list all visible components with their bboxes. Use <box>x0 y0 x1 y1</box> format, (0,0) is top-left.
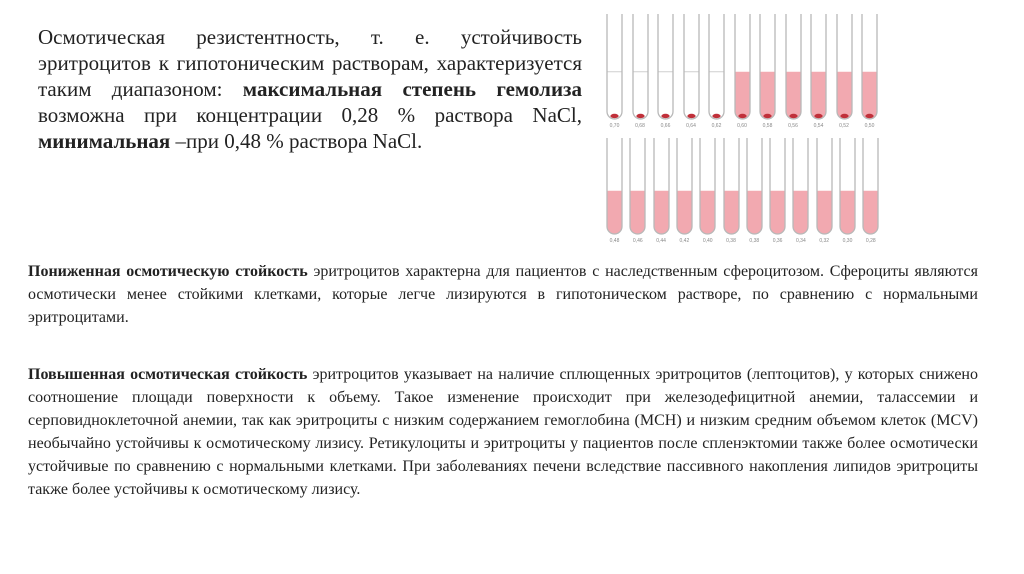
tube-concentration-label: 0,36 <box>772 238 783 244</box>
tube-glass <box>684 14 699 119</box>
tube-concentration-label: 0,48 <box>609 238 620 244</box>
tube-liquid <box>607 191 622 234</box>
tube-liquid <box>747 191 762 234</box>
tube-liquid <box>786 72 801 119</box>
tube-liquid <box>793 191 808 234</box>
tube-sediment <box>789 114 797 118</box>
tube-concentration-label: 0,32 <box>819 238 830 244</box>
row1-tube-11 <box>861 14 878 121</box>
tube-liquid <box>654 191 669 234</box>
row1-tube-7 <box>759 14 776 121</box>
tube-liquid <box>862 72 877 119</box>
row2-tube-5 <box>699 138 716 236</box>
row2-tube-6 <box>723 138 740 236</box>
tube-concentration-label: 0,56 <box>788 123 798 129</box>
intro-bold-minimal: минимальная <box>38 129 171 153</box>
tube-concentration-label: 0,40 <box>702 238 713 244</box>
row1-tube-8 <box>785 14 802 121</box>
tube-concentration-label: 0,60 <box>737 123 747 129</box>
tube-liquid <box>700 191 715 234</box>
intro-bold-max-hemolysis: максимальная степень гемолиза <box>242 77 582 101</box>
tube-sediment <box>610 114 618 118</box>
tube-concentration-label: 0,70 <box>609 123 620 129</box>
tube-liquid <box>760 72 775 119</box>
reduced-resistance-heading: Пониженная осмотическую стойкость <box>28 263 308 280</box>
tube-concentration-label: 0,50 <box>864 123 875 129</box>
row2-tube-12 <box>862 138 879 236</box>
intro-paragraph <box>38 24 582 154</box>
tube-liquid <box>863 191 878 234</box>
row1-tube-1 <box>606 14 623 121</box>
row1-tube-9 <box>810 14 827 121</box>
tube-liquid <box>817 191 832 234</box>
tube-liquid <box>840 191 855 234</box>
tube-concentration-label: 0,62 <box>711 123 722 129</box>
row2-tube-11 <box>839 138 856 236</box>
row2-tube-9 <box>792 138 809 236</box>
tube-liquid <box>837 72 852 119</box>
tube-concentration-label: 0,46 <box>632 238 643 244</box>
tube-concentration-label: 0,42 <box>679 238 690 244</box>
tube-liquid <box>630 191 645 234</box>
tube-glass <box>607 14 622 119</box>
tube-sediment <box>814 114 822 118</box>
tube-sediment <box>840 114 848 118</box>
row1-tube-3 <box>657 14 674 121</box>
tube-concentration-label: 0,30 <box>842 238 853 244</box>
tube-liquid <box>770 191 785 234</box>
tube-liquid <box>677 191 692 234</box>
tube-concentration-label: 0,52 <box>839 123 849 129</box>
row2-tube-10 <box>816 138 833 236</box>
increased-resistance-text: эритроцитов указывает на наличие сплющенных эритроцитов (лептоцитов), у которых снижено соотношение площади поверхности к объему. Такое изменение происходит при железодефицитной анемии, талассемии и серповидноклеточной анемии, так как эритроциты с низким содержанием гемоглобина (MCH) и низким средним объемом клеток (MCV) необычайно устойчивы к осмотическому лизису. Ретикулоциты и эритроциты у пациентов после спленэктомии также более осмотически устойчивые по сравнению с нормальными клетками. При заболеваниях печени вследствие пассивного накопления липидов эритроциты также более устойчивы к осмотическому лизису. <box>28 366 978 498</box>
tube-concentration-label: 0,54 <box>813 123 824 129</box>
tube-liquid <box>724 191 739 234</box>
tube-sediment <box>763 114 771 118</box>
row1-tube-4 <box>683 14 700 121</box>
tube-glass <box>658 14 673 119</box>
tube-concentration-label: 0,38 <box>749 238 760 244</box>
tube-concentration-label: 0,34 <box>796 238 806 244</box>
row2-tube-1 <box>606 138 623 236</box>
row1-tube-6 <box>734 14 751 121</box>
row2-tube-4 <box>676 138 693 236</box>
increased-resistance-paragraph <box>28 363 978 501</box>
tube-sediment <box>661 114 669 118</box>
row2-tube-2 <box>629 138 646 236</box>
row1-tube-10 <box>836 14 853 121</box>
reduced-resistance-text: эритроцитов характерна для пациентов с наследственным сфероцитозом. Сфероциты являются осмотически менее стойкими клетками, которые легче лизируются в гипотоническом растворе, по сравнению с нормальными эритроцитами. <box>28 263 978 326</box>
tube-liquid <box>735 72 750 119</box>
tube-concentration-label: 0,66 <box>660 123 671 129</box>
tube-concentration-label: 0,68 <box>635 123 645 129</box>
tube-glass <box>709 14 724 119</box>
intro-text-3: –при 0,48 % раствора NaCl. <box>170 129 423 153</box>
tube-concentration-label: 0,44 <box>656 238 666 244</box>
tube-concentration-label: 0,58 <box>762 123 773 129</box>
tube-concentration-label: 0,28 <box>865 238 876 244</box>
increased-resistance-heading: Повышенная осмотическая стойкость <box>28 366 308 383</box>
tube-concentration-label: 0,64 <box>686 123 696 129</box>
row1-tube-2 <box>632 14 649 121</box>
intro-text-1: Осмотическая резистентность, т. е. устойчивость эритроцитов к гипотоническим растворам, характеризуется таким диапазоном: <box>38 25 582 101</box>
tube-concentration-label: 0,38 <box>726 238 736 244</box>
tube-sediment <box>687 114 695 118</box>
reduced-resistance-paragraph <box>28 260 978 329</box>
tube-sediment <box>865 114 873 118</box>
intro-text-2: возможна при концентрации 0,28 % раствора NaCl, <box>38 103 582 127</box>
tube-glass <box>633 14 648 119</box>
row2-tube-3 <box>653 138 670 236</box>
row1-tube-5 <box>708 14 725 121</box>
row2-tube-8 <box>769 138 786 236</box>
tube-sediment <box>738 114 746 118</box>
row2-tube-7 <box>746 138 763 236</box>
tube-liquid <box>811 72 826 119</box>
tube-sediment <box>712 114 720 118</box>
tube-sediment <box>636 114 644 118</box>
